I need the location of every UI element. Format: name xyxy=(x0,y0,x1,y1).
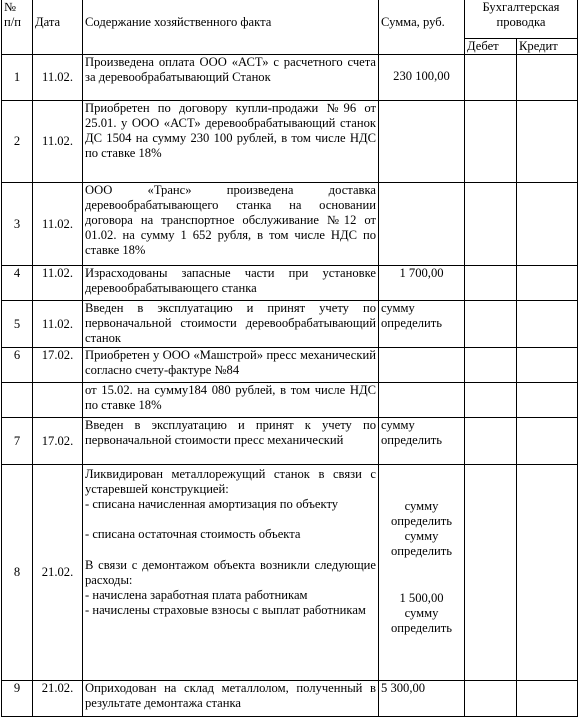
row-credit xyxy=(517,55,578,101)
text-paragraph: - начислены страховые взносы с выплат работникам xyxy=(85,603,366,617)
row-num: 1 xyxy=(2,55,33,101)
text-paragraph: Ликвидирован металлорежущий станок в связи с устаревшей конструкцией: xyxy=(85,467,376,496)
row-sum xyxy=(379,183,465,266)
row-debit xyxy=(465,266,517,301)
row-sum: 230 100,00 xyxy=(379,55,465,101)
header-sum: Сумма, руб. xyxy=(379,0,465,55)
row-credit xyxy=(517,383,578,418)
row-date: 21.02. xyxy=(33,465,83,681)
row-text: от 15.02. на сумму184 080 рублей, в том числе НДС по ставке 18% xyxy=(83,383,379,418)
row-debit xyxy=(465,418,517,465)
sum-value: сумму определить xyxy=(390,606,453,635)
header-date: Дата xyxy=(33,0,83,55)
row-credit xyxy=(517,183,578,266)
row-debit xyxy=(465,183,517,266)
header-content: Содержание хозяйственного факта xyxy=(83,0,379,55)
row-date: 11.02. xyxy=(33,183,83,266)
row-debit xyxy=(465,348,517,383)
row-credit xyxy=(517,266,578,301)
sum-value: 1 500,00 xyxy=(399,591,444,605)
row-date: 11.02. xyxy=(33,301,83,348)
row-text: Приобретен по договору купли-продажи №96 от 25.01. у ООО «АСТ» деревообрабатывающий станок ДС 1504 на сумму 230 100 рублей, в том числе НДС по ставке 18% xyxy=(83,101,379,183)
row-text: ООО «Транс» произведена доставка деревообрабатывающего станка на основании договора на транспортное обслуживание №12 от 01.02. на сумму 1 652 рубля, в том числе НДС по ставке 18% xyxy=(83,183,379,266)
row-text: Введен в эксплуатацию и принят к учету по первоначальной стоимости пресс механический xyxy=(83,418,379,465)
row-text: Израсходованы запасные части при установке деревообрабатывающего станка xyxy=(83,266,379,301)
row-date: 21.02. xyxy=(33,681,83,717)
row-debit xyxy=(465,681,517,717)
table-row xyxy=(2,183,578,266)
table-row xyxy=(2,55,578,101)
row-credit xyxy=(517,465,578,681)
table-row xyxy=(2,681,578,717)
table-row xyxy=(2,266,578,301)
row-num xyxy=(2,383,33,418)
text-paragraph: - начислена заработная плата работникам xyxy=(85,588,308,602)
row-debit xyxy=(465,465,517,681)
row-num: 7 xyxy=(2,418,33,465)
row-sum xyxy=(379,348,465,383)
row-debit xyxy=(465,301,517,348)
row-num: 6 xyxy=(2,348,33,383)
transactions-table xyxy=(1,0,578,717)
table-row xyxy=(2,465,578,681)
row-date: 11.02. xyxy=(33,266,83,301)
row-sum: сумму определить xyxy=(379,418,465,465)
row-credit xyxy=(517,301,578,348)
text-paragraph: В связи с демонтажом объекта возникли следующие расходы: xyxy=(85,558,376,587)
header-debit: Дебет xyxy=(465,39,517,55)
header-num: № п/п xyxy=(2,0,33,55)
row-date: 11.02. xyxy=(33,101,83,183)
row-credit xyxy=(517,348,578,383)
row-text: Произведена оплата ООО «АСТ» с расчетного счета за деревообрабатывающий Станок xyxy=(83,55,379,101)
row-text: Оприходован на склад металлолом, полученный в результате демонтажа станка xyxy=(83,681,379,717)
row-date: 17.02. xyxy=(33,418,83,465)
table-row xyxy=(2,418,578,465)
sum-value: сумму определить xyxy=(390,529,453,558)
row-sum xyxy=(379,465,465,681)
row-text: Приобретен у ООО «Машстрой» пресс механический согласно счету-фактуре №84 xyxy=(83,348,379,383)
row-date: 17.02. xyxy=(33,348,83,383)
table-row xyxy=(2,348,578,383)
row-num: 3 xyxy=(2,183,33,266)
row-num: 5 xyxy=(2,301,33,348)
table-row xyxy=(2,101,578,183)
table-row xyxy=(2,383,578,418)
row-credit xyxy=(517,101,578,183)
row-num: 8 xyxy=(2,465,33,681)
row-sum xyxy=(379,383,465,418)
table-row xyxy=(2,301,578,348)
sum-value: сумму определить xyxy=(390,499,453,528)
row-num: 2 xyxy=(2,101,33,183)
row-debit xyxy=(465,101,517,183)
row-date: 11.02. xyxy=(33,55,83,101)
row-num: 4 xyxy=(2,266,33,301)
row-debit xyxy=(465,55,517,101)
row-sum: сумму определить xyxy=(379,301,465,348)
header-credit: Кредит xyxy=(517,39,578,55)
row-credit xyxy=(517,418,578,465)
row-credit xyxy=(517,681,578,717)
text-paragraph: - списана начисленная амортизация по объекту xyxy=(85,497,339,511)
text-paragraph: - списана остаточная стоимость объекта xyxy=(85,527,301,541)
row-date xyxy=(33,383,83,418)
row-sum: 1 700,00 xyxy=(379,266,465,301)
row-num: 9 xyxy=(2,681,33,717)
row-text: Введен в эксплуатацию и принят учету по первоначальной стоимости деревообрабатывающий станок xyxy=(83,301,379,348)
header-entry: Бухгалтерская проводка xyxy=(465,0,578,39)
row-text xyxy=(83,465,379,681)
row-sum xyxy=(379,101,465,183)
row-sum: 5 300,00 xyxy=(379,681,465,717)
row-debit xyxy=(465,383,517,418)
